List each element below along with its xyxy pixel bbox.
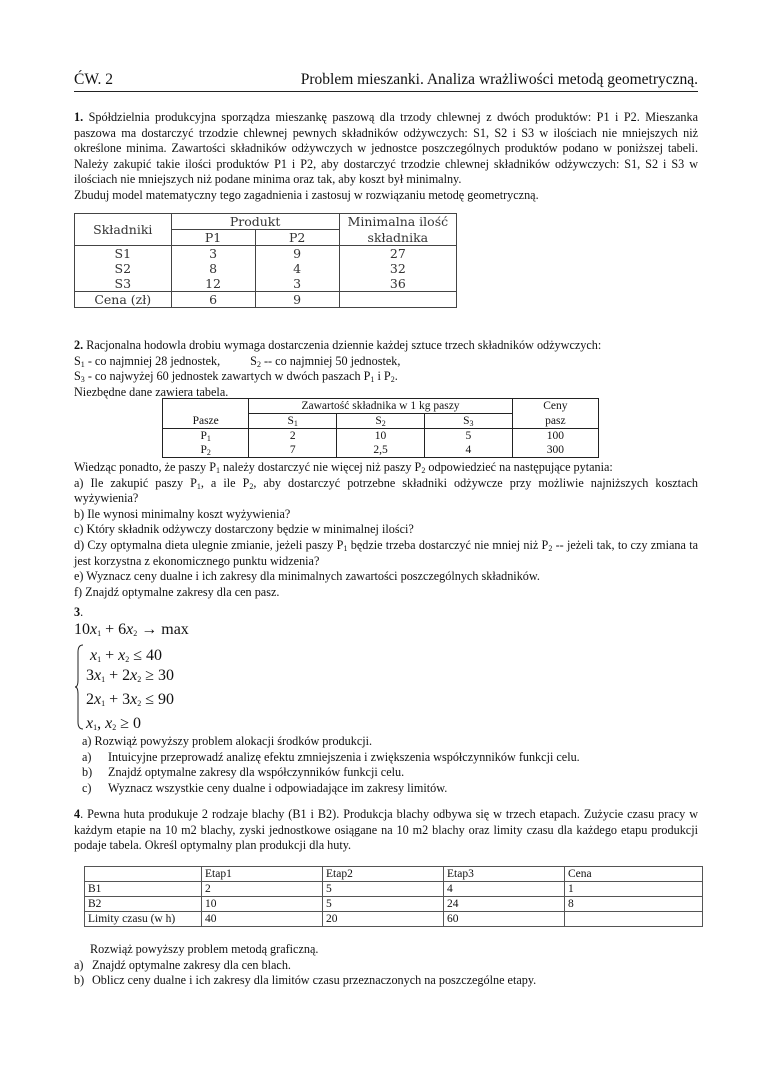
list-item [82, 781, 698, 797]
text: i P [374, 369, 391, 384]
constraint-nonneg: $x_1$, $x_2 \ge 0$ [86, 715, 141, 732]
table-header-row [85, 867, 703, 882]
table-row [163, 443, 599, 458]
cell: 100 [512, 429, 598, 444]
cell: 2 [202, 882, 323, 897]
cell: 7 [249, 443, 337, 458]
item-label: a) [74, 957, 84, 972]
text: P [200, 430, 207, 442]
cell [565, 912, 703, 927]
constraints [86, 646, 174, 734]
list-item [82, 750, 698, 766]
constraint-3: $2x_1 + 3x_2 \le 90$ [86, 691, 175, 708]
exercise-1-text [74, 110, 698, 188]
item-text: Oblicz ceny dualne i ich zakresy dla limitów czasu przeznaczonych na poszczególne etapy. [92, 973, 537, 988]
header-produkt: Produkt [171, 214, 339, 230]
relation: ≥ 30 [141, 667, 175, 684]
s2-text: -- co najmniej 50 jednostek, [260, 353, 401, 368]
page-header [74, 70, 698, 92]
exercise-4-tasks [74, 942, 698, 989]
header-cell: Cena [565, 867, 703, 882]
text: , aby dostarczyć potrzebne składniki odżywcze przy możliwie najniższych kosztach wyżywienia? [74, 475, 698, 506]
text: P [200, 444, 207, 456]
header-skladniki: Składniki [75, 214, 172, 246]
number: 3 [74, 605, 81, 619]
question-f: f) Znajdź optymalne zakresy dla cen pasz. [74, 584, 280, 599]
text: odpowiedzieć na następujące pytania: [425, 460, 613, 474]
header-min-1: Minimalna ilość [339, 214, 456, 230]
s1-label: S [74, 353, 81, 368]
table-2-feeds [162, 398, 599, 458]
exercise-2-table-intro: Niezbędne dane zawiera tabela. [74, 384, 229, 399]
sub: 2 [421, 466, 426, 475]
item-label: b) [82, 765, 93, 780]
sub: 1 [293, 419, 298, 428]
sub: 1 [206, 434, 211, 443]
text: będzie trzeba dostarczyć nie mniej niż P [347, 537, 549, 552]
cell: 5 [424, 429, 512, 444]
text: S [463, 415, 470, 427]
text: a) Ile zakupić paszy P [74, 475, 197, 490]
exercise-1-task: Zbuduj model matematyczny tego zagadnienia i zastosuj w rozwiązaniu metodę geometryczną. [74, 187, 539, 202]
cell: 4 [444, 882, 565, 897]
item-label: c) [82, 780, 92, 795]
item-text: Znajdź optymalne zakresy dla współczynników funkcji celu. [108, 765, 405, 780]
cell-empty [163, 399, 249, 414]
exercise-3-number [74, 605, 83, 621]
text: . [394, 369, 398, 384]
cell: S1 [75, 246, 172, 262]
exercise-2-number: 2. [74, 338, 84, 352]
item-label: b) [74, 973, 85, 988]
header-s2 [337, 414, 425, 429]
sub: 2 [256, 359, 261, 369]
coef: + 3 [105, 691, 131, 708]
brace-icon [74, 644, 84, 730]
cell: 10 [202, 897, 323, 912]
table-row [163, 429, 599, 444]
table-row-price [75, 292, 457, 308]
table-row [85, 912, 703, 927]
text: -- jeżeli tak, to czy zmiana ta jest korzystna z ekonomicznego punktu widzenia? [74, 537, 698, 568]
cell: 5 [323, 882, 444, 897]
cell: 8 [565, 897, 703, 912]
cell [163, 429, 249, 444]
text: Wiedząc ponadto, że paszy P [74, 460, 216, 474]
exercise-2-intro [74, 338, 698, 354]
header-s1 [249, 414, 337, 429]
cell: 24 [444, 897, 565, 912]
exercise-2-questions [74, 460, 698, 600]
exercise-4-number: 4 [74, 807, 81, 821]
exercise-2-s1-s2 [74, 354, 698, 370]
sub: 1 [343, 543, 348, 553]
text: S [375, 415, 382, 427]
task-a: a) Rozwiąż powyższy problem alokacji środków produkcji. [82, 734, 373, 748]
relation: ≤ 90 [141, 691, 175, 708]
header-pasz: pasz [512, 414, 598, 429]
header-cell: Etap2 [323, 867, 444, 882]
relation: ≤ 40 [129, 647, 163, 664]
cell: 60 [444, 912, 565, 927]
sub: 2 [390, 375, 395, 385]
cell: 5 [323, 897, 444, 912]
solve-instruction: Rozwiąż powyższy problem metodą graficzną. [90, 942, 319, 956]
sub: 2 [548, 543, 553, 553]
question-c: c) Który składnik odżywczy dostarczony będzie w minimalnej ilości? [74, 522, 414, 537]
header-min-2: składnika [339, 230, 456, 246]
coef: + [101, 647, 119, 664]
sub: 1 [215, 466, 220, 475]
text: d) Czy optymalna dieta ulegnie zmianie, jeżeli paszy P [74, 537, 344, 552]
coef: 2 [86, 691, 94, 708]
question-d [74, 538, 698, 569]
document-page [74, 70, 698, 92]
coef: + 6 [105, 621, 127, 638]
table-1-nutrients [74, 213, 457, 308]
header-p2: P2 [255, 230, 339, 246]
cell: 3 [171, 246, 255, 262]
text: , a ile P [200, 475, 250, 490]
s2-label: S [250, 353, 257, 368]
exercise-1 [74, 110, 698, 204]
sub: 2 [206, 448, 211, 457]
sub: 3 [80, 375, 85, 385]
cell: B1 [85, 882, 202, 897]
list-item [74, 958, 698, 974]
objective-function: $10x_1 + 6x_2 \to \max$ [74, 621, 189, 638]
cell [339, 292, 456, 308]
sub: 1 [370, 375, 375, 385]
sub: 2 [381, 419, 386, 428]
constraint-1: $x_1 + x_2 \le 40$ [90, 647, 163, 664]
header-cell [85, 867, 202, 882]
cell: 300 [512, 443, 598, 458]
cell: B2 [85, 897, 202, 912]
exercise-3-tasks [82, 734, 698, 796]
header-cell: Etap1 [202, 867, 323, 882]
coef: 3 [86, 667, 94, 684]
constraint-2: $3x_1 + 2x_2 \ge 30$ [86, 667, 175, 684]
header-zawartosc: Zawartość składnika w 1 kg paszy [249, 399, 512, 414]
cell: 20 [323, 912, 444, 927]
table-row [85, 897, 703, 912]
question-e: e) Wyznacz ceny dualne i ich zakresy dla minimalnych zawartości poszczególnych składników. [74, 569, 540, 584]
text: - co najwyżej 60 jednostek zawartych w dwóch paszach P [84, 369, 371, 384]
cell: 27 [339, 246, 456, 262]
exercise-4-text [74, 807, 698, 854]
cell: 1 [565, 882, 703, 897]
cell: 10 [337, 429, 425, 444]
cell: 40 [202, 912, 323, 927]
table-row [75, 276, 457, 292]
header-s3 [424, 414, 512, 429]
item-label: a) [82, 749, 92, 764]
exercise-2-s3 [74, 369, 698, 385]
cell: 12 [171, 276, 255, 292]
header-pasze: Pasze [163, 414, 249, 429]
cell: S3 [75, 276, 172, 292]
table-row [85, 882, 703, 897]
item-text: Znajdź optymalne zakresy dla cen blach. [92, 957, 291, 972]
exercise-4-body: . Pewna huta produkuje 2 rodzaje blachy (B1 i B2). Produkcja blachy odbywa się w trzech etapach. Zużycie czasu pracy w każdym etapie na 10 m2 blachy, zyski jednostkowe osiągane na 10 m2 blachy oraz limity czasu dla każdego etapu produkcji podaje tabela. Określ optymalny plan produkcji dla huty. [74, 807, 698, 853]
list-item [74, 973, 698, 989]
cell: 9 [255, 292, 339, 308]
coef: 10 [74, 621, 90, 638]
header-p1: P1 [171, 230, 255, 246]
header-cell: Etap3 [444, 867, 565, 882]
cell: Limity czasu (w h) [85, 912, 202, 927]
cell: Cena (zł) [75, 292, 172, 308]
cell: 32 [339, 261, 456, 276]
max-arrow: → max [141, 621, 189, 638]
text: S [287, 415, 294, 427]
coef: + 2 [105, 667, 131, 684]
text: należy dostarczyć nie więcej niż paszy P [219, 460, 422, 474]
sub: 3 [469, 419, 474, 428]
exercise-2 [74, 338, 698, 400]
cell: 8 [171, 261, 255, 276]
table-row [75, 261, 457, 276]
cell: 6 [171, 292, 255, 308]
item-text: Intuicyjne przeprowadź analizę efektu zmniejszenia i zwiększenia współczynników funkcji celu. [108, 749, 580, 764]
sub: 1 [80, 359, 85, 369]
item-text: Wyznacz wszystkie ceny dualne i odpowiadające im zakresy limitów. [108, 780, 448, 795]
cell: 4 [424, 443, 512, 458]
exercise-number: ĆW. 2 [74, 71, 114, 88]
cell: 4 [255, 261, 339, 276]
exercise-2-intro-text: Racjonalna hodowla drobiu wymaga dostarczenia dziennie każdej sztuce trzech składników odżywczych: [86, 338, 602, 352]
list-item [82, 765, 698, 781]
cell: 2,5 [337, 443, 425, 458]
exercise-1-body: Spółdzielnia produkcyjna sporządza mieszankę paszową dla trzody chlewnej z dwóch produktów: P1 i P2. Mieszanka paszowa ma dostarczyć trzodzie chlewnej pewnych składników odżywczych: S1, S2 i S3 w ilościach nie mniejszych niż określone minima. Zawartości składników odżywczych w jednostce poszczególnych produktów podano w poniższej tabeli. Należy zakupić takie ilości produktów P1 i P2, aby dostarczyć trzodzie chlewnej składników odżywczych: S1, S2 i S3 w ilościach nie mniejszych niż podane minima oraz tak, aby koszt był minimalny. [74, 110, 699, 187]
header-ceny: Ceny [512, 399, 598, 414]
dot: . [80, 605, 84, 619]
question-a [74, 476, 698, 507]
s1-text: - co najmniej 28 jednostek, [84, 353, 221, 368]
question-b: b) Ile wynosi minimalny koszt wyżywienia? [74, 506, 291, 521]
exercise-1-number: 1. [74, 110, 84, 124]
sub: 2 [249, 481, 254, 491]
cell: S2 [75, 261, 172, 276]
table-row [75, 246, 457, 262]
relation: ≥ 0 [116, 715, 141, 732]
s3-label: S [74, 369, 81, 384]
sub: 1 [196, 481, 201, 491]
exercise-2-condition [74, 460, 698, 476]
cell [163, 443, 249, 458]
page-title: Problem mieszanki. Analiza wrażliwości metodą geometryczną. [300, 71, 698, 88]
cell: 9 [255, 246, 339, 262]
exercise-4 [74, 807, 698, 854]
cell: 2 [249, 429, 337, 444]
cell: 3 [255, 276, 339, 292]
cell: 36 [339, 276, 456, 292]
table-4-steel [84, 866, 703, 927]
